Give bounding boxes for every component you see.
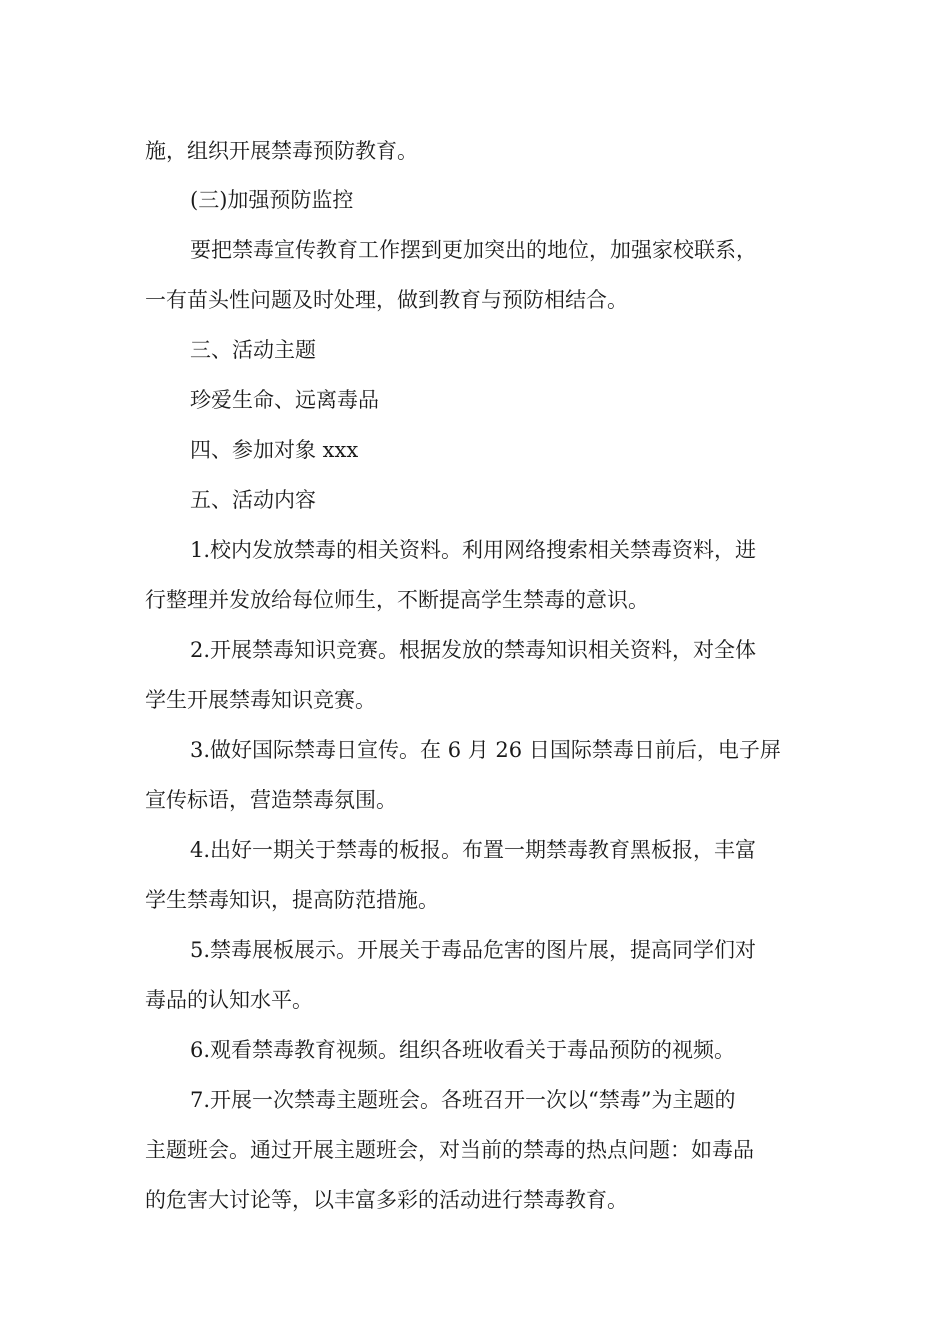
text-line: 学生开展禁毒知识竞赛。 (145, 688, 376, 712)
list-item: 7.开展一次禁毒主题班会。各班召开一次以“禁毒”为主题的 (190, 1088, 736, 1112)
text-line: 施，组织开展禁毒预防教育。 (145, 139, 418, 163)
list-item: 3.做好国际禁毒日宣传。在 6 月 26 日国际禁毒日前后，电子屏 (190, 738, 781, 762)
section-heading: (三)加强预防监控 (190, 188, 354, 212)
list-item: 2.开展禁毒知识竞赛。根据发放的禁毒知识相关资料，对全体 (190, 638, 757, 662)
list-item: 5.禁毒展板展示。开展关于毒品危害的图片展，提高同学们对 (190, 938, 757, 962)
text-line: 的危害大讨论等，以丰富多彩的活动进行禁毒教育。 (145, 1188, 628, 1212)
section-heading: 五、活动内容 (190, 488, 316, 512)
list-item: 4.出好一期关于禁毒的板报。布置一期禁毒教育黑板报，丰富 (190, 838, 757, 862)
section-heading: 四、参加对象 xxx (190, 438, 359, 462)
text-line: 一有苗头性问题及时处理，做到教育与预防相结合。 (145, 288, 628, 312)
text-line: 行整理并发放给每位师生，不断提高学生禁毒的意识。 (145, 588, 649, 612)
text-line: 毒品的认知水平。 (145, 988, 313, 1012)
text-line: 宣传标语，营造禁毒氛围。 (145, 788, 397, 812)
text-line: 要把禁毒宣传教育工作摆到更加突出的地位，加强家校联系， (190, 238, 757, 262)
section-heading: 三、活动主题 (190, 338, 316, 362)
text-line: 主题班会。通过开展主题班会，对当前的禁毒的热点问题：如毒品 (145, 1138, 754, 1162)
text-line: 学生禁毒知识，提高防范措施。 (145, 888, 439, 912)
text-line: 珍爱生命、远离毒品 (190, 388, 379, 412)
list-item: 6.观看禁毒教育视频。组织各班收看关于毒品预防的视频。 (190, 1038, 736, 1062)
list-item: 1.校内发放禁毒的相关资料。利用网络搜索相关禁毒资料，进 (190, 538, 757, 562)
